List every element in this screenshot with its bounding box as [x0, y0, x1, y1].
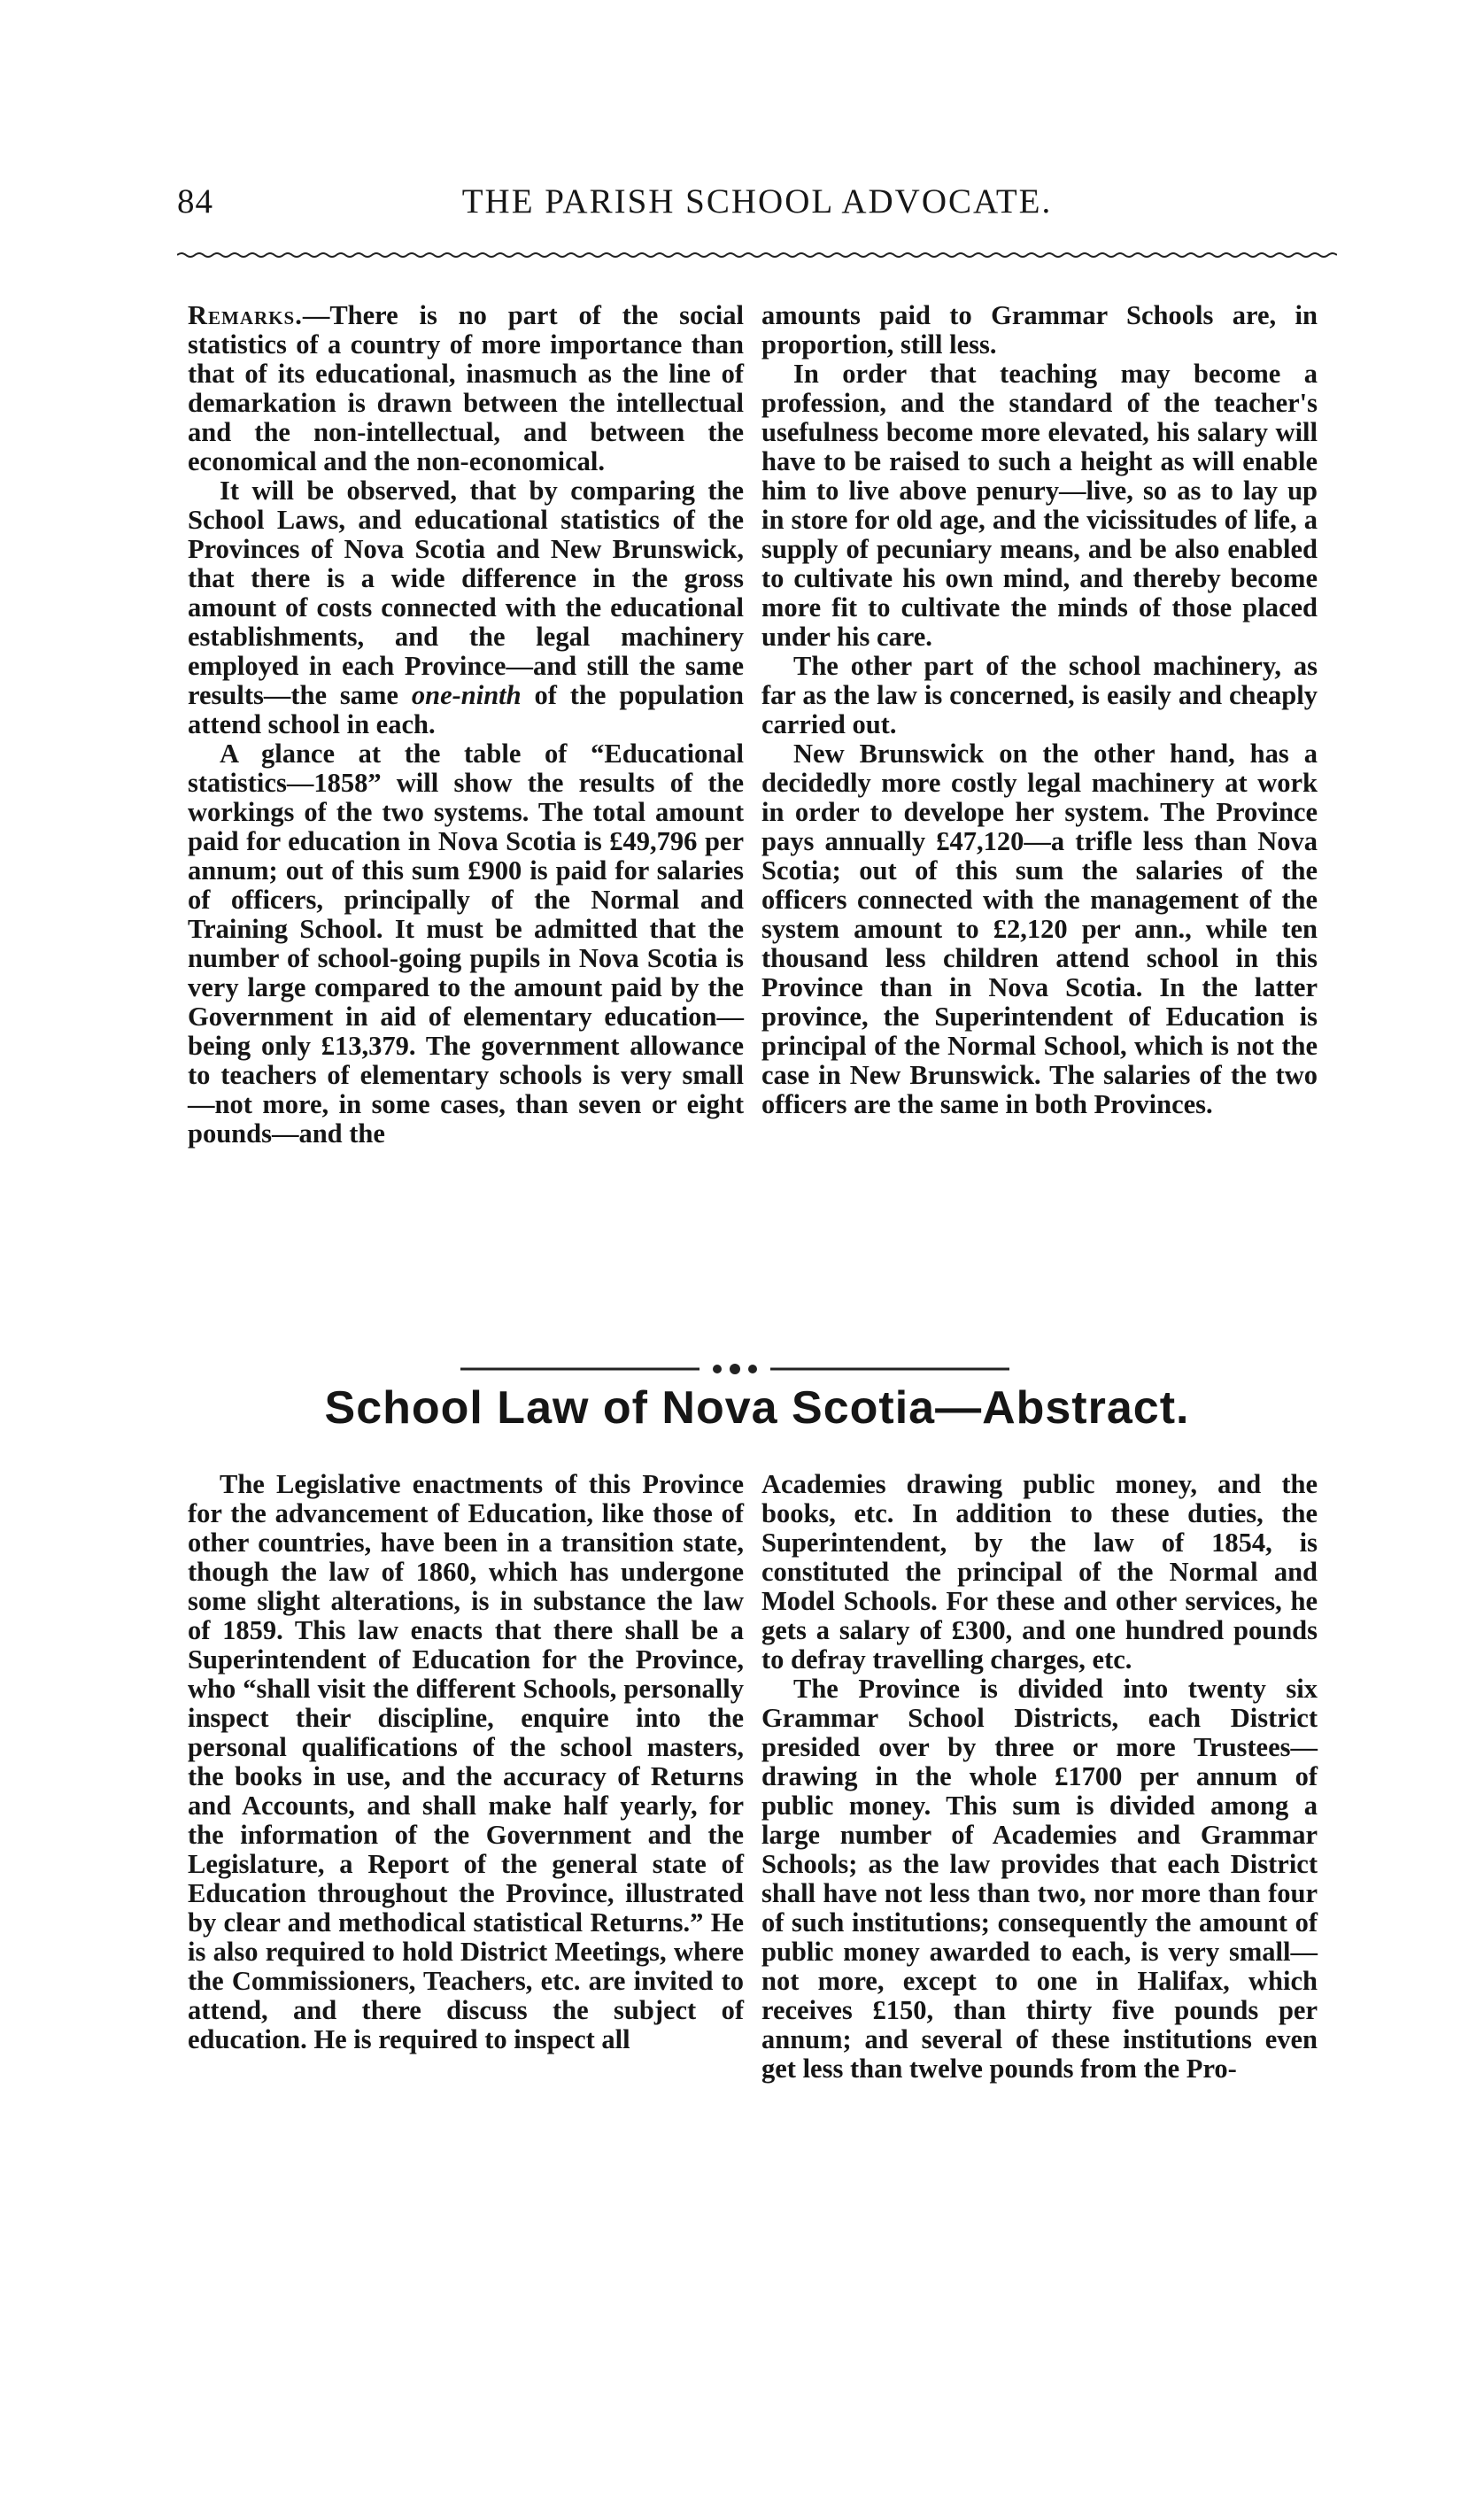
abstract-column-right [761, 1470, 1318, 2084]
remarks-column-left [188, 301, 744, 1149]
remarks-paragraph-7: New Brunswick on the other hand, has a decidedly more costly legal machinery at work in order to develope her system. The Province pays annually £47,120—a trifle less than Nova Scotia; out of this sum the salaries of the officers connected with the management of the system amount to £2,120 per ann., while ten thousand less children attend school in this Province than in Nova Scotia. In the latter province, the Superintendent of Education is principal of the Normal School, which is not the case in New Brunswick. The salaries of the two officers are the same in both Provinces. [761, 739, 1318, 1119]
remarks-paragraph-4: amounts paid to Grammar Schools are, in proportion, still less. [761, 300, 1318, 360]
abstract-column-left [188, 1470, 744, 2054]
page-header [177, 182, 1337, 235]
remarks-label: Remarks. [188, 300, 303, 330]
remarks-column-right [761, 301, 1318, 1119]
running-title: THE PARISH SCHOOL ADVOCATE. [461, 182, 1053, 220]
remarks-paragraph-6: The other part of the school machinery, as far as the law is concerned, is easily and cheaply carried out. [761, 651, 1318, 739]
section-divider [460, 1361, 1009, 1377]
remarks-paragraph-1: Remarks.—There is no part of the social statistics of a country of more importance than that of its educational, inasmuch as the line of demarkation is drawn between the intellectual and the non-intellectual, and between the economical and the non-economical. [188, 300, 744, 476]
page-number: 84 [177, 182, 213, 220]
section-title: School Law of Nova Scotia—Abstract. [324, 1382, 1190, 1434]
wavy-rule [177, 251, 1337, 259]
remarks-paragraph-2: It will be observed, that by comparing the School Laws, and educational statistics of the Provinces of Nova Scotia and New Brunswick, that there is a wide difference in the gross amount of costs connected with the educational establishments, and the legal machinery employed in each Province—and still the same results—the same one-ninth of the population attend school in each. [188, 476, 745, 739]
remarks-paragraph-5: In order that teaching may become a profession, and the standard of the teacher's usefulness become more elevated, his salary will have to be raised to such a height as will enable him to live above penury—live, so as to lay up in store for old age, and the vicissitudes of life, a supply of pecuniary means, and be also enabled to cultivate his own mind, and thereby become more fit to cultivate the minds of those placed under his care. [761, 359, 1318, 652]
abstract-paragraph-1: The Legislative enactments of this Province for the advancement of Education, like those of other countries, have been in a transition state, though the law of 1860, which has undergone some slight alterations, is in substance the law of 1859. This law enacts that there shall be a Superintendent of Education for the Province, who “shall visit the different Schools, personally inspect their discipline, enquire into the personal qualifications of the school masters, the books in use, and the accuracy of Returns and Accounts, and shall make half yearly, for the information of the Government and the Legislature, a Report of the general state of Education throughout the Province, illustrated by clear and methodical statistical Returns.” He is also required to hold District Meetings, where the Commissioners, Teachers, etc. are invited to attend, and there discuss the subject of education. He is required to inspect all [188, 1469, 744, 2054]
remarks-paragraph-3: A glance at the table of “Educational statistics—1858” will show the results of the workings of the two systems. The total amount paid for education in Nova Scotia is £49,796 per annum; out of this sum £900 is paid for salaries of officers, principally of the Normal and Training School. It must be admitted that the number of school-going pupils in Nova Scotia is very large compared to the amount paid by the Government in aid of elementary education—being only £13,379. The government allowance to teachers of elementary schools is very small—not more, in some cases, than seven or eight pounds—and the [188, 739, 744, 1149]
abstract-paragraph-3: The Province is divided into twenty six Grammar School Districts, each District presided over by three or more Trustees—drawing in the whole £1700 per annum of public money. This sum is divided among a large number of Academies and Grammar Schools; as the law provides that each District shall have not less than two, nor more than four of such institutions; consequently the amount of public money awarded to each, is very small—not more, except to one in Halifax, which receives £150, than thirty five pounds per annum; and several of these institutions even get less than twelve pounds from the Pro- [761, 1674, 1318, 2084]
abstract-paragraph-2: Academies drawing public money, and the books, etc. In addition to these duties, the Superintendent, by the law of 1854, is constituted the principal of the Normal and Model Schools. For these and other services, he gets a salary of £300, and one hundred pounds to defray travelling charges, etc. [761, 1469, 1318, 1675]
